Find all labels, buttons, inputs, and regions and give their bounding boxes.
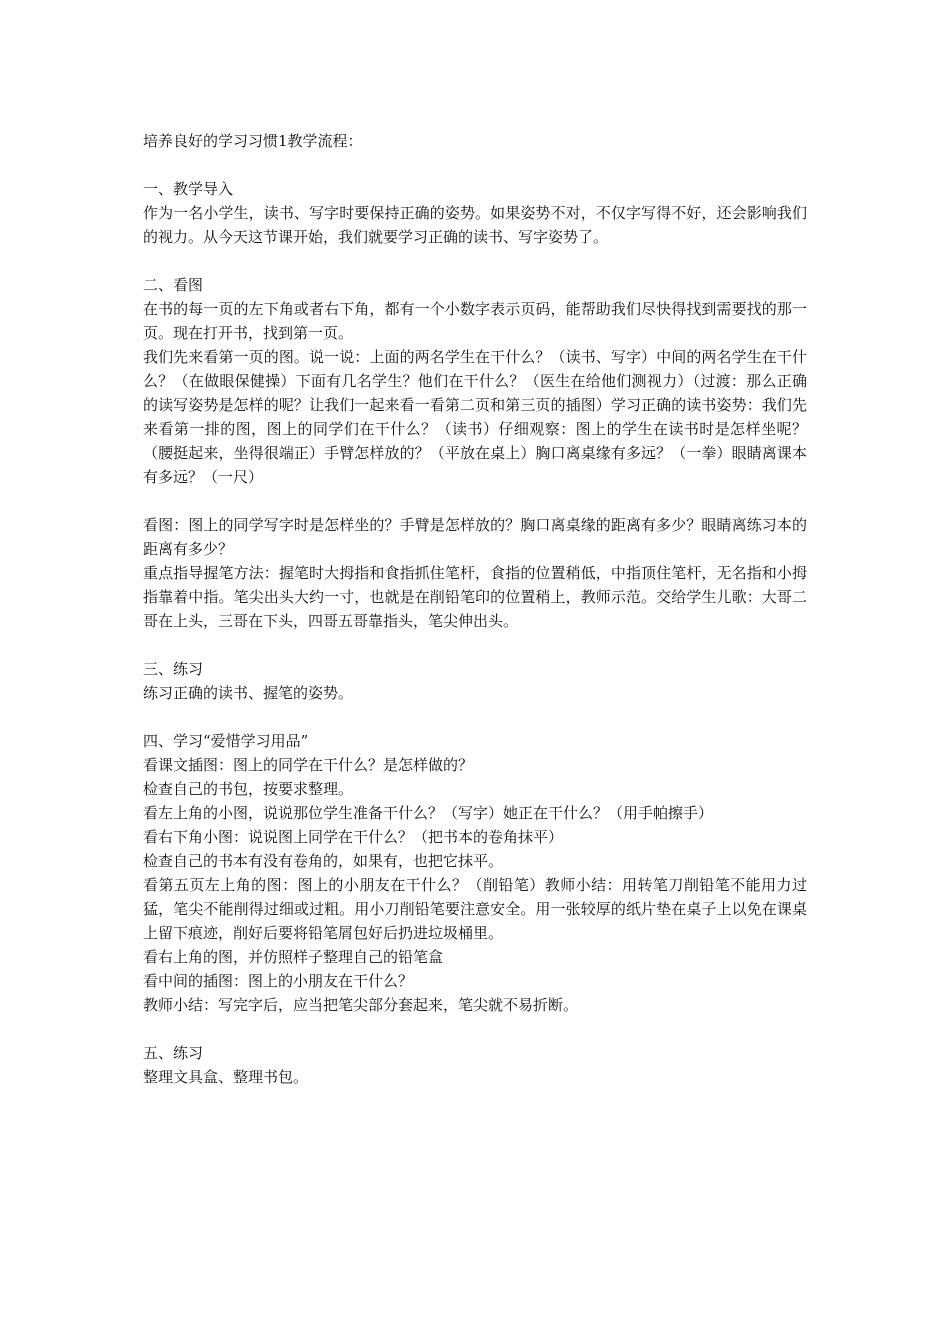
paragraph: 重点指导握笔方法：握笔时大拇指和食指抓住笔杆，食指的位置稍低，中指顶住笔杆，无名指和小拇指靠着中指。笔尖出头大约一寸，也就是在削铅笔印的位置稍上，教师示范。交给学生儿歌：大哥二哥在上头，三哥在下头，四哥五哥靠指头，笔尖伸出头。	[143, 564, 807, 630]
paragraph: 作为一名小学生，读书、写字时要保持正确的姿势。如果姿势不对，不仅字写得不好，还会影响我们的视力。从今天这节课开始，我们就要学习正确的读书、写字姿势了。	[143, 204, 807, 246]
paragraph: 看中间的插图：图上的小朋友在干什么？	[143, 972, 414, 990]
paragraph: 检查自己的书包，按要求整理。	[143, 780, 354, 798]
section-practice-one	[143, 657, 807, 705]
paragraph: 整理文具盒、整理书包。	[143, 1068, 309, 1086]
paragraph: 看右上角的图，并仿照样子整理自己的铅笔盒	[143, 948, 444, 966]
paragraph: 看图：图上的同学写字时是怎样坐的？手臂是怎样放的？胸口离桌缘的距离有多少？眼睛离练习本的距离有多少？	[143, 516, 807, 558]
paragraph: 看右下角小图：说说图上同学在干什么？（把书本的卷角抹平）	[143, 828, 564, 846]
paragraph: 看课文插图：图上的同学在干什么？是怎样做的？	[143, 756, 474, 774]
section-heading: 五、练习	[143, 1044, 204, 1062]
section-heading: 二、看图	[143, 276, 204, 294]
section-heading: 三、练习	[143, 660, 204, 678]
section-writing-posture	[143, 513, 807, 633]
section-look-at-pictures	[143, 273, 807, 489]
section-care-for-supplies	[143, 729, 807, 1017]
document-page	[143, 129, 807, 1113]
paragraph: 看第五页左上角的图：图上的小朋友在干什么？（削铅笔）教师小结：用转笔刀削铅笔不能用力过猛，笔尖不能削得过细或过粗。用小刀削铅笔要注意安全。用一张较厚的纸片垫在桌子上以免在课桌上留下痕迹，削好后要将铅笔屑包好后扔进垃圾桶里。	[143, 876, 807, 942]
paragraph: 在书的每一页的左下角或者右下角，都有一个小数字表示页码，能帮助我们尽快得找到需要找的那一页。现在打开书，找到第一页。	[143, 300, 807, 342]
section-heading: 四、学习“爱惜学习用品”	[143, 732, 309, 750]
paragraph: 我们先来看第一页的图。说一说：上面的两名学生在干什么？（读书、写字）中间的两名学生在干什么？（在做眼保健操）下面有几名学生？他们在干什么？（医生在给他们测视力）（过渡：那么正确的读写姿势是怎样的呢？让我们一起来看一看第二页和第三页的插图）学习正确的读书姿势：我们先来看第一排的图，图上的同学们在干什么？（读书）仔细观察：图上的学生在读书时是怎样坐呢？（腰挺起来，坐得很端正）手臂怎样放的？（平放在桌上）胸口离桌缘有多远？（一拳）眼睛离课本有多远？（一尺）	[143, 348, 807, 486]
document-title: 培养良好的学习习惯1教学流程：	[143, 132, 363, 150]
paragraph: 看左上角的小图，说说那位学生准备干什么？（写字）她正在干什么？（用手帕擦手）	[143, 804, 714, 822]
section-heading: 一、教学导入	[143, 180, 234, 198]
section-intro	[143, 177, 807, 249]
paragraph: 检查自己的书本有没有卷角的，如果有，也把它抹平。	[143, 852, 504, 870]
paragraph: 教师小结：写完字后，应当把笔尖部分套起来，笔尖就不易折断。	[143, 996, 579, 1014]
paragraph: 练习正确的读书、握笔的姿势。	[143, 684, 354, 702]
section-practice-two	[143, 1041, 807, 1089]
